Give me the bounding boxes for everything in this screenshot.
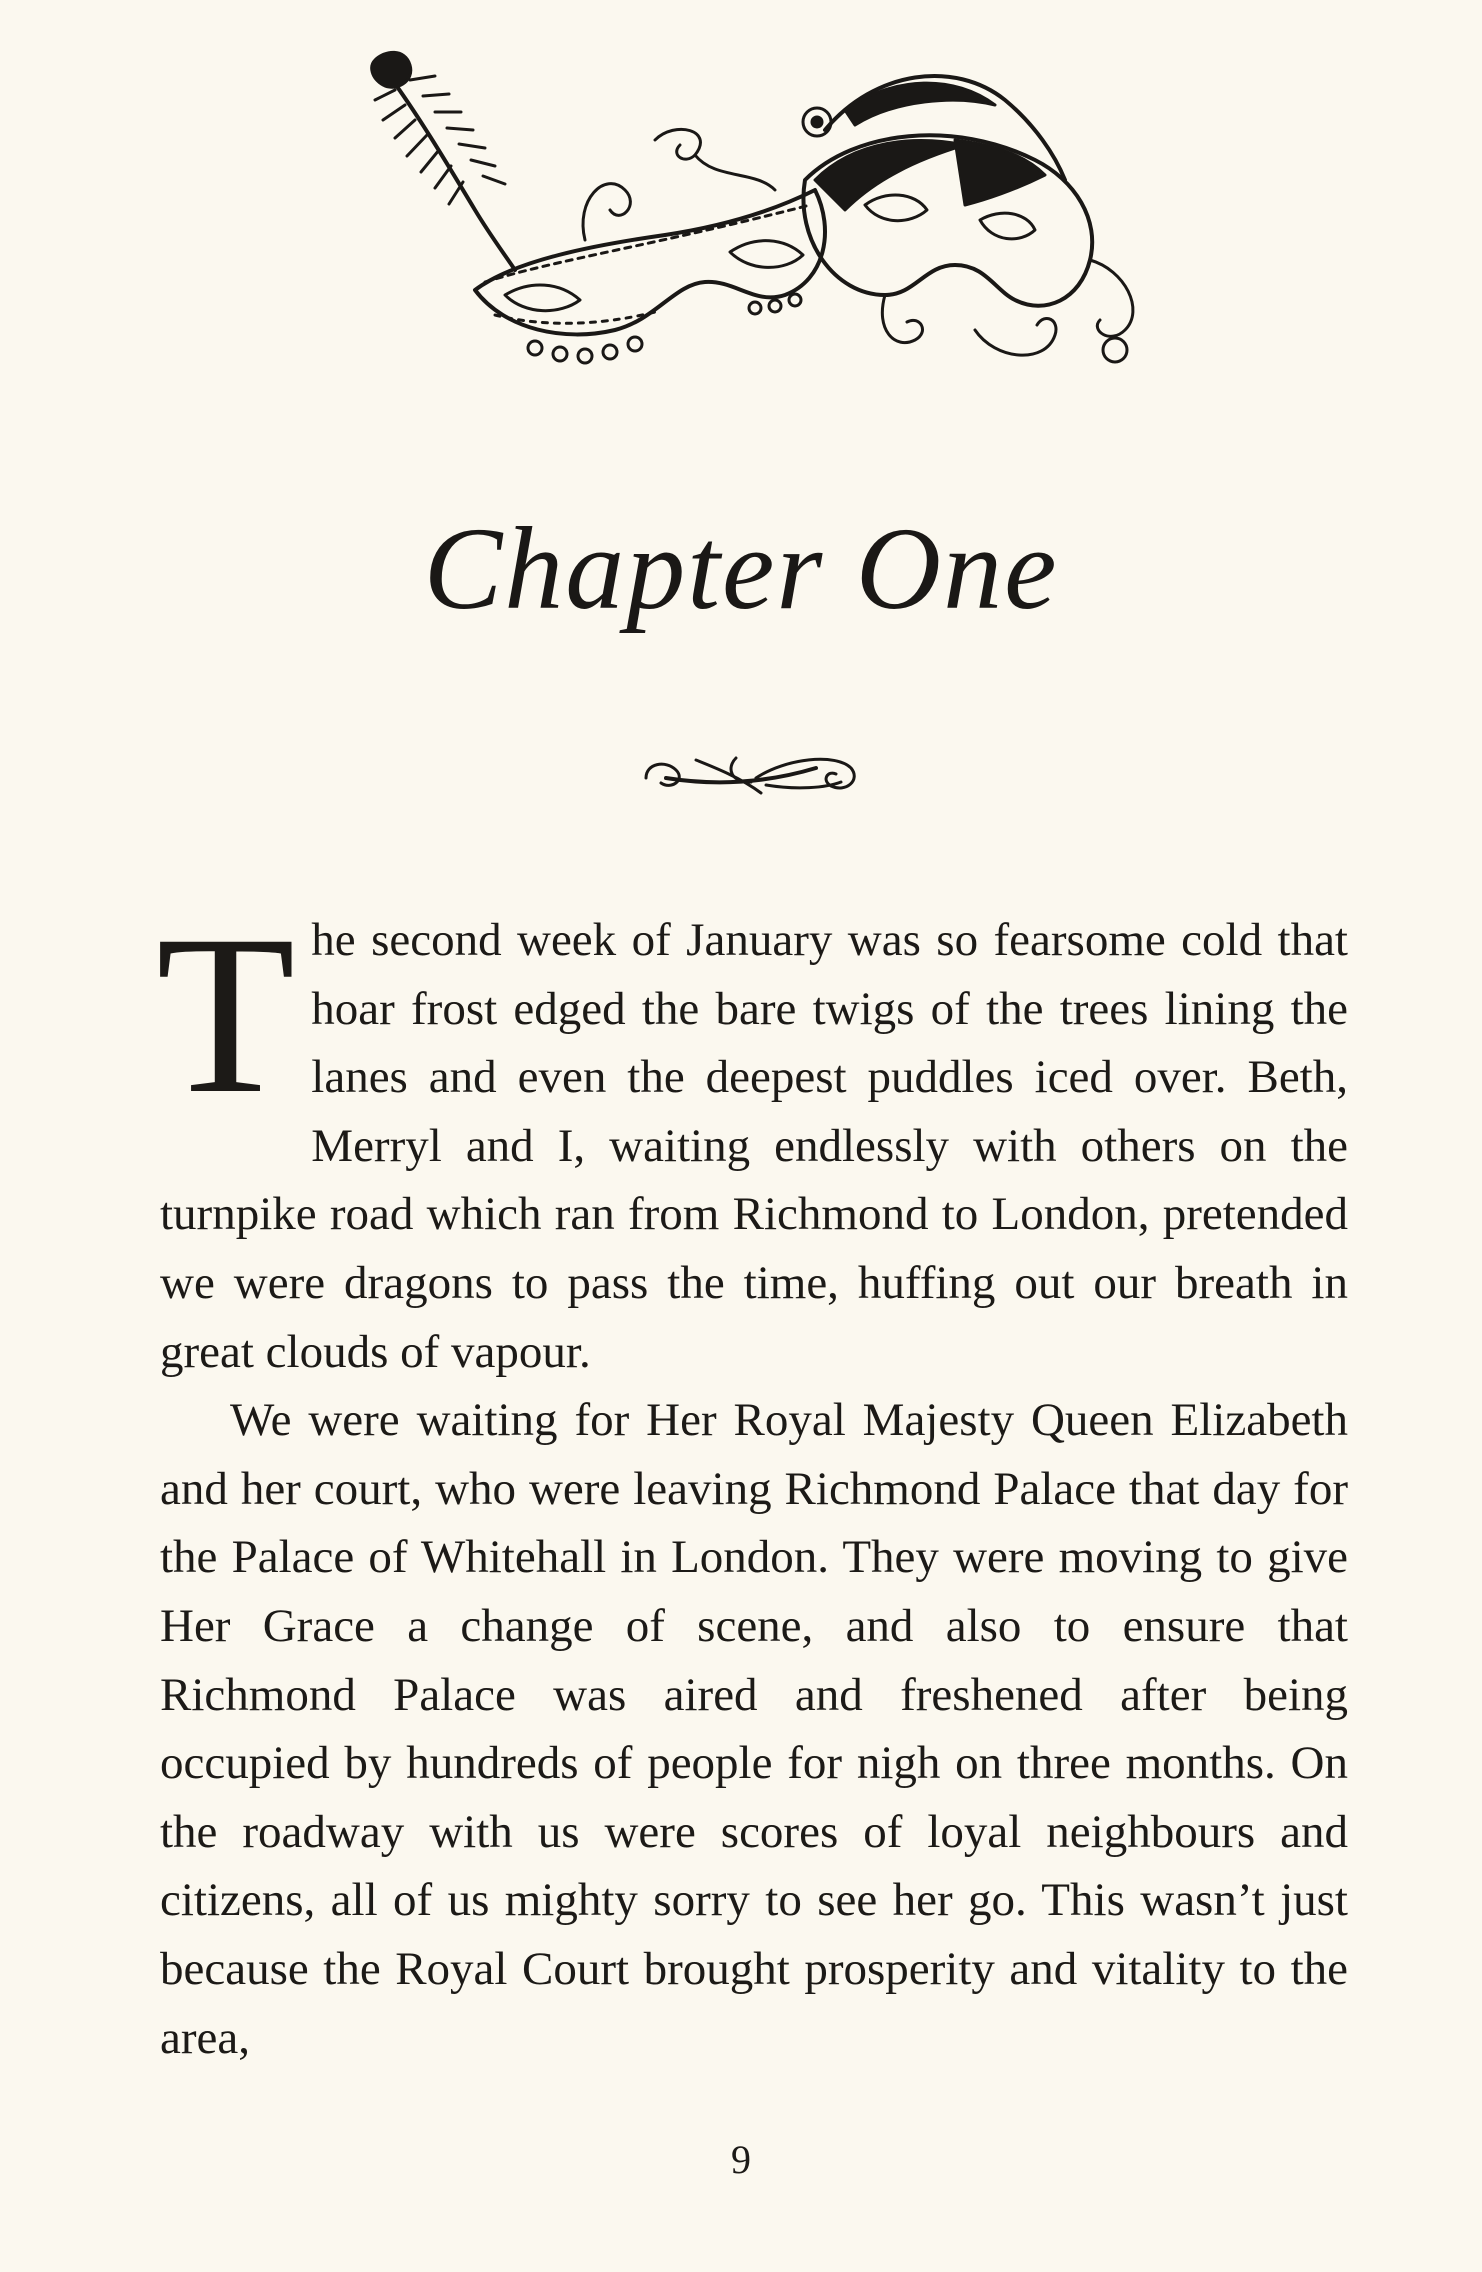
- paragraph-text: he second week of January was so fearsome cold that hoar frost edged the bare twigs of the trees lining the lanes and even the deepest puddles iced over. Beth, Merryl and I, waiting endlessly with others on the turnpike road which ran from Richmond to London, pretended we were dragons to pass the time, huffing out our breath in great clouds of vapour.: [160, 914, 1348, 1378]
- drop-cap: T: [156, 889, 296, 1141]
- masquerade-masks-illustration: [355, 30, 1155, 430]
- paragraph: [156, 889, 1348, 1386]
- chapter-body: [156, 889, 1348, 2072]
- scroll-flourish-ornament: [636, 738, 866, 808]
- chapter-title: Chapter One: [423, 503, 1059, 634]
- page-number: 9: [731, 2137, 751, 2182]
- paragraph: We were waiting for Her Royal Majesty Queen Elizabeth and her court, who were leaving Richmond Palace that day for the Palace of Whitehall in London. They were moving to give Her Grace a change of scene, and also to ensure that Richmond Palace was aired and freshened after being occupied by hundreds of people for nigh on three months. On the roadway with us were scores of loyal neighbours and citizens, all of us mighty sorry to see her go. This wasn’t just because the Royal Court brought prosperity and vitality to the area,: [160, 1394, 1348, 2064]
